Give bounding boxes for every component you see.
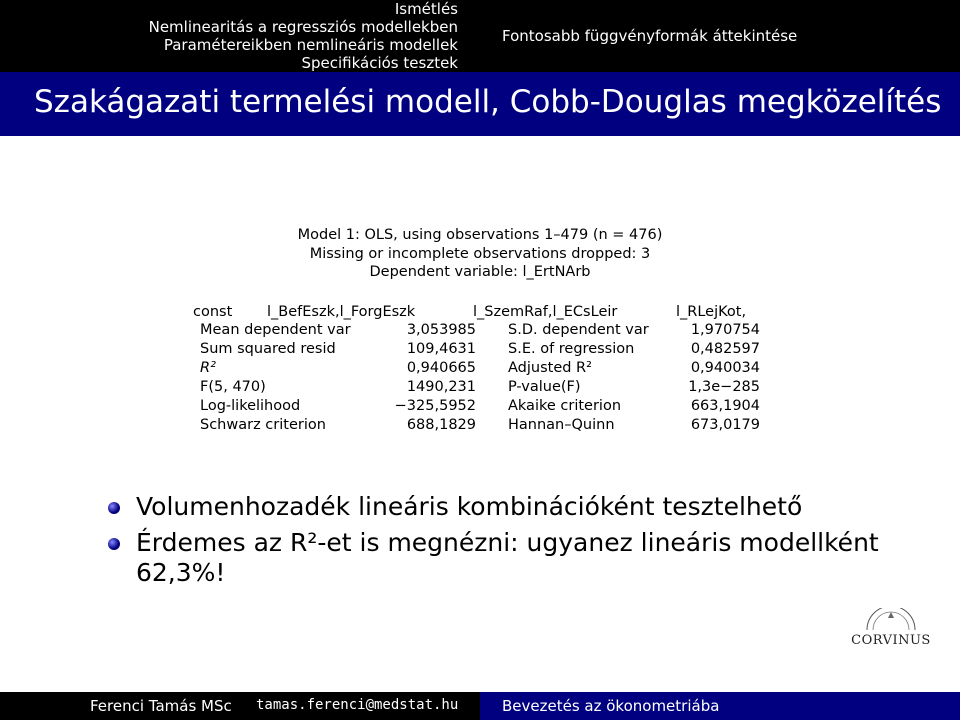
stat-value: 1,970754 [690,322,760,338]
stat-label: Hannan–Quinn [508,417,615,433]
variable-rlejkot: l_RLejKot, [676,304,747,320]
stat-value: −325,5952 [394,398,476,414]
stats-row [0,322,960,341]
stat-value: 688,1829 [406,417,476,433]
footer-right [480,692,960,720]
stats-row [0,360,960,379]
title-bar [0,72,960,136]
header-bar [0,0,960,72]
bullet-item [104,528,894,588]
bullet-text: Volumenhozadék lineáris kombinációként tesztelhető [136,492,803,521]
stat-label: Adjusted R² [508,360,592,376]
bullet-text: Érdemes az R²-et is megnézni: ugyanez lineáris modellként 62,3%! [136,528,879,587]
stat-value: 0,940034 [690,360,760,376]
nav-section-nemlinearitas[interactable]: Nemlinearitás a regressziós modellekben [148,18,458,36]
corvinus-seal-icon [861,608,921,632]
stat-value: 3,053985 [406,322,476,338]
nav-section-fuggvenyformak[interactable]: Fontosabb függvényformák áttekintése [502,27,798,45]
bullet-item [104,492,894,522]
bullet-list [104,492,894,594]
stat-label: Log-likelihood [200,398,301,414]
stat-value: 663,1904 [690,398,760,414]
section-nav-left [0,0,480,72]
course-title: Bevezetés az ökonometriába [502,697,720,715]
stat-label: S.E. of regression [508,341,635,357]
model-line-1: Model 1: OLS, using observations 1–479 (n = 476) [297,227,663,243]
stat-value: 673,0179 [690,417,760,433]
model-line-3: Dependent variable: l_ErtNArb [369,264,591,280]
nav-section-parameterekben[interactable]: Paramétereikben nemlineáris modellek [163,36,458,54]
footer-left [0,692,480,720]
model-line-2: Missing or incomplete observations dropped: 3 [309,245,651,262]
stats-row [0,379,960,398]
stat-label: Akaike criterion [508,398,622,414]
footer-bar [0,692,960,720]
stat-label: P-value(F) [508,379,581,395]
stat-label: F(5, 470) [200,379,266,395]
stat-value: 109,4631 [406,341,476,357]
corvinus-logo [846,608,936,660]
variable-const: const [193,304,233,320]
stat-value: 1,3e−285 [688,379,760,395]
stat-label: R² [200,360,216,376]
stats-row [0,417,960,436]
author-name: Ferenci Tamás MSc [90,697,232,715]
slide-title: Szakágazati termelési modell, Cobb-Douglas megközelítés [34,84,942,120]
stat-label: Sum squared resid [200,341,336,357]
variable-befeszk-forgeszk: l_BefEszk,l_ForgEszk [267,304,416,320]
variable-szemraf-ecsleir: l_SzemRaf,l_ECsLeir [473,304,618,320]
stats-row [0,398,960,417]
nav-section-specifikacios[interactable]: Specifikációs tesztek [301,54,458,72]
logo-wordmark: CORVINUS [851,633,931,648]
stats-row [0,341,960,360]
stat-value: 0,940665 [406,360,476,376]
bullet-ball-icon [108,538,120,550]
stat-label: Mean dependent var [200,322,351,338]
section-nav-right [480,0,960,72]
bullet-ball-icon [108,502,120,514]
stat-value: 0,482597 [690,341,760,357]
stat-value: 1490,231 [406,379,476,395]
stat-label: S.D. dependent var [508,322,649,338]
stat-label: Schwarz criterion [200,417,326,433]
author-email[interactable]: tamas.ferenci@medstat.hu [256,697,459,713]
model-header [0,226,960,282]
nav-section-ismetles[interactable]: Ismétlés [394,0,458,18]
